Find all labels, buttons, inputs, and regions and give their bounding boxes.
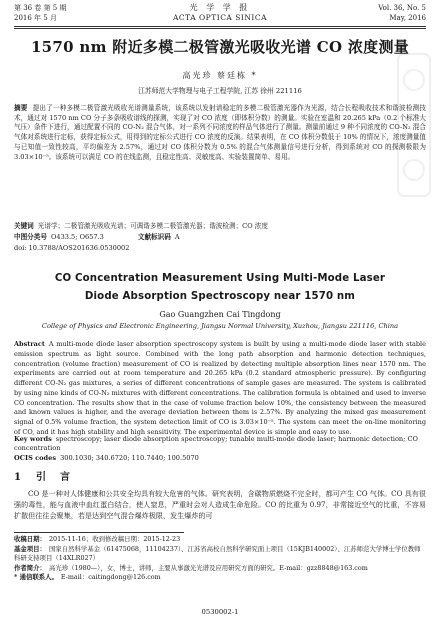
section-body: CO 是一种对人体健康和公共安全均具有较大危害的气体。研究表明，含碳物质燃烧不完全时，都可产生 CO 气体。CO 具有很强的毒性，能与血液中血红蛋白结合，使人窒息，严重时会对人造成生命危险。CO 的比重为 0.97，非常接近空气的比重，不容易扩散但往往会聚集，若是达到空气混合爆炸极限，发生爆炸的可 xyxy=(14,489,426,520)
footnote-received xyxy=(14,535,426,545)
paper-title-en-line1: CO Concentration Measurement Using Multi-Mode Laser xyxy=(54,273,386,284)
doi: doi: 10.3788/AOS201636.0530002 xyxy=(14,244,130,252)
footnote-text: 2015-11-16；收到修改稿日期：2015-12-23 xyxy=(48,535,181,543)
paper-title-en-line2: Diode Absorption Spectroscopy near 1570 nm xyxy=(84,291,356,302)
keywords-cn-text: 光谱学；二极管激光吸收光谱；可调谐多模二极管激光器；谐波检测；CO 浓度 xyxy=(37,222,268,230)
abstract-en xyxy=(14,340,426,438)
header-rule-thin xyxy=(14,28,426,29)
keywords-en-text: spectroscopy; laser diode absorption spectroscopy; tunable multi-mode diode laser; harmonic detection; CO concentration xyxy=(14,435,418,453)
affiliation-cn: 江苏师范大学物理与电子工程学院, 江苏 徐州 221116 xyxy=(138,87,302,95)
volume-issue-en: Vol. 36, No. 5 xyxy=(378,4,426,12)
keywords-en-label: Key words xyxy=(14,435,52,443)
footnote-label: * 通信联系人。 xyxy=(14,573,58,582)
section-heading xyxy=(14,468,84,483)
page-number: 0530002-1 xyxy=(201,608,239,616)
clc-value: O433.5; O657.3 xyxy=(50,233,104,241)
date-en: May, 2016 xyxy=(389,14,426,22)
paper-title-en xyxy=(0,270,440,306)
footnote-text: 国家自然科学基金（61475068，11104237）、江苏省高校自然科学研究面上项目（15KJB140002）、江苏师范大学博士学位教师科研支持项目（14XLR027） xyxy=(14,544,421,563)
footnote-author-bio xyxy=(14,564,426,574)
doc-code-label: 文献标识码 xyxy=(137,233,171,241)
footnote-label: 收稿日期： xyxy=(14,535,46,543)
ocis-text: 300.1030; 340.6720; 110.7440; 100.5070 xyxy=(60,454,199,462)
abstract-cn xyxy=(14,104,426,162)
header-rule-thick xyxy=(14,26,426,27)
header-right xyxy=(378,3,426,23)
abstract-cn-text: 提出了一种多模二极管激光吸收光谱测量系统，该系统以发射谱稳定的多模二极管激光器作为光源，结合长程吸收技术和谐波检测技术，通过对 1570 nm CO 分子多条吸收谱线的探测，实现了对 CO 浓度（即体积分数）的测量。实验在室温和 20.265 kPa（0.2 个标准大气压）条件下进行，通过配置不同的 CO-N₂ 混合气体，对一系列不同浓度的样品气体进行了测量。测量前通过 9 种不同浓度的 CO-N₂ 混合气体对系统进行定标，获得定标公式，用得到的定标公式进行 CO 浓度的反演。结果表明，在 CO 体积分数低于 10% 的情况下，浓度测量值与已知值一致性较高，平均偏差为 2.57%，通过对 CO 体积分数为 0.5% 的混合气体测量信号进行分析，得到系统对 CO 的探测极限为 3.03×10⁻⁵。该系统可以满足 CO 的在线监测，且稳定性高、灵敏度高、实验装置简单、易用。 xyxy=(14,104,427,161)
section-number: 1 xyxy=(14,472,21,483)
abstract-en-label: Abstract xyxy=(14,340,45,348)
footnote-rule xyxy=(14,532,184,533)
footnotes xyxy=(14,535,426,583)
keywords-cn xyxy=(14,222,426,231)
footnote-label: 基金项目： xyxy=(14,544,46,553)
ocis-codes xyxy=(14,454,426,463)
footnote-text: 高光珍（1980—），女，博士，讲师，主要从事激光光谱及应用研究方面的研究。E-mail：gzz8848@163.com xyxy=(48,563,368,572)
keywords-cn-label: 关键词 xyxy=(14,222,34,230)
abstract-en-text: A multi-mode diode laser absorption spectroscopy system is built by using a multi-mode diode laser with stable emission spectrum as light source. Combined with the long path absorption and harmonic detection techniques, concentration (volume fraction) measurement of CO is realized by detecting multiple absorption lines near 1570 nm. The experiments are carried out at room temperature and 20.265 kPa (0.2 standard atmospheric pressure). By configuring different CO-N₂ gas mixtures, a series of different concentrations of sample gases are measured. The system is calibrated by using nine kinds of CO-N₂ mixtures with different concentrations. The calibration formula is obtained and used to inverse CO concentration. The results show that in the case of volume fraction below 10%, the consistency between the measured and known values is higher, and the average deviation between them is 2.57%. By analyzing the mixed gas measurement signal of 0.5% volume fraction, the system detection limit of CO is 3.03×10⁻⁵. The system can meet the on-line monitoring of CO, and it has high stability and high sensitivity. The experimental device is simple and easy to use. xyxy=(14,340,426,436)
doc-code-value: A xyxy=(174,233,180,241)
journal-name-en: ACTA OPTICA SINICA xyxy=(172,13,268,22)
keywords-en xyxy=(14,435,426,454)
abstract-cn-label: 摘要 xyxy=(14,104,28,112)
header-center xyxy=(14,3,426,23)
footnote-corresponding xyxy=(14,573,426,583)
authors-en: Gao Guangzhen Cai Tingdong xyxy=(159,310,281,319)
footnote-text: E-mail：caitingdong@126.com xyxy=(60,573,161,582)
clc-label: 中图分类号 xyxy=(14,233,47,241)
classification-cn xyxy=(14,233,426,242)
date-cn: 2016 年 5 月 xyxy=(14,14,57,22)
authors-cn: 高光珍 蔡廷栋 * xyxy=(182,71,258,80)
section-title: 引言 xyxy=(36,472,84,483)
affiliation-en: College of Physics and Electronic Engineering, Jiangsu Normal University, Xuzhou, Jiangsu 221116, China xyxy=(41,322,399,330)
ocis-label: OCIS codes xyxy=(14,454,57,462)
volume-issue-cn: 第 36 卷 第 5 期 xyxy=(14,4,67,12)
footnote-funding xyxy=(14,545,426,564)
journal-name-cn: 光 学 学 报 xyxy=(189,3,251,12)
footnote-label: 作者简介： xyxy=(14,563,46,572)
paper-title-cn: 1570 nm 附近多模二极管激光吸收光谱 CO 浓度测量 xyxy=(30,38,410,56)
